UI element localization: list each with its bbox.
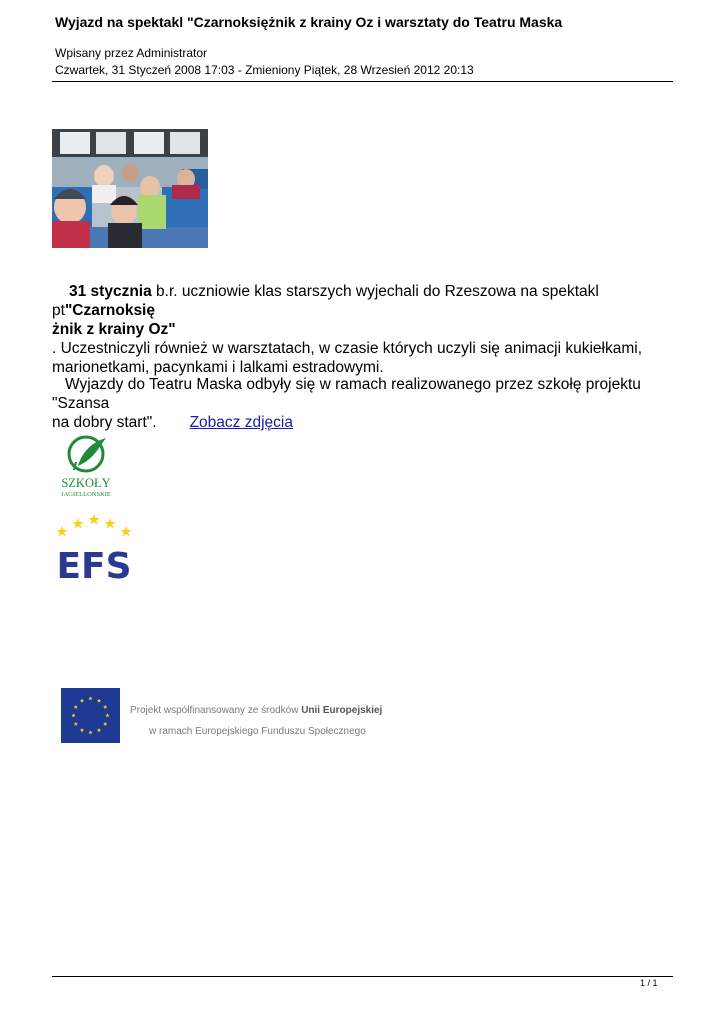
gallery-link[interactable]: Zobacz zdjęcia: [189, 414, 293, 431]
eu-flag-icon: [61, 688, 120, 743]
eu-caption-line-1a: Projekt współfinansowany ze środków: [130, 705, 302, 716]
eu-flag: [61, 688, 120, 743]
article-paragraph-2: [52, 375, 682, 432]
paragraph-1-text-c: marionetkami, pacynkami i lalkami estradowymi.: [52, 359, 384, 376]
eu-caption-line-2: w ramach Europejskiego Funduszu Społecznego: [149, 726, 366, 737]
eu-funding-caption: [130, 700, 382, 742]
efs-stars-icon: [57, 514, 132, 537]
page-title: Wyjazd na spektakl "Czarnoksiężnik z krainy Oz i warsztaty do Teatru Maska: [55, 14, 563, 30]
page-number: 1 / 1: [640, 978, 658, 988]
bus-photo-image: [52, 129, 208, 248]
event-date: 31 stycznia: [69, 283, 152, 300]
szkoly-line-2: JAGIELLOŃSKIE: [61, 491, 111, 498]
play-title-part-2: żnik z krainy Oz": [52, 321, 176, 338]
date-line: Czwartek, 31 Styczeń 2008 17:03 - Zmieniony Piątek, 28 Wrzesień 2012 20:13: [55, 63, 474, 77]
szkoly-jagiellonskie-logo: [52, 432, 120, 502]
efs-logo: [52, 512, 136, 582]
play-title-part-1: "Czarnoksię: [64, 302, 155, 319]
header-divider: [52, 81, 673, 82]
paragraph-2-text-a: Wyjazdy do Teatru Maska odbyły się w ramach realizowanego przez szkołę projektu "Szansa: [52, 376, 641, 412]
szkoly-emblem-icon: [52, 432, 120, 502]
efs-text: EFS: [56, 546, 132, 582]
paragraph-1-text-a: b.r. uczniowie klas starszych wyjechali do Rzeszowa na spektakl pt: [52, 283, 599, 319]
szkoly-line-1: SZKOŁY: [61, 476, 111, 490]
paragraph-2-text-b: na dobry start".: [52, 414, 157, 431]
eu-caption-line-1b: Unii Europejskiej: [301, 705, 383, 716]
article-photo: [52, 129, 208, 248]
footer-divider: [52, 976, 673, 977]
article-paragraph-1: [52, 282, 682, 377]
paragraph-1-text-b: . Uczestniczyli również w warsztatach, w czasie których uczyli się animacji kukiełkami,: [52, 340, 643, 357]
efs-emblem-icon: [52, 512, 136, 582]
author-line: Wpisany przez Administrator: [55, 46, 208, 60]
